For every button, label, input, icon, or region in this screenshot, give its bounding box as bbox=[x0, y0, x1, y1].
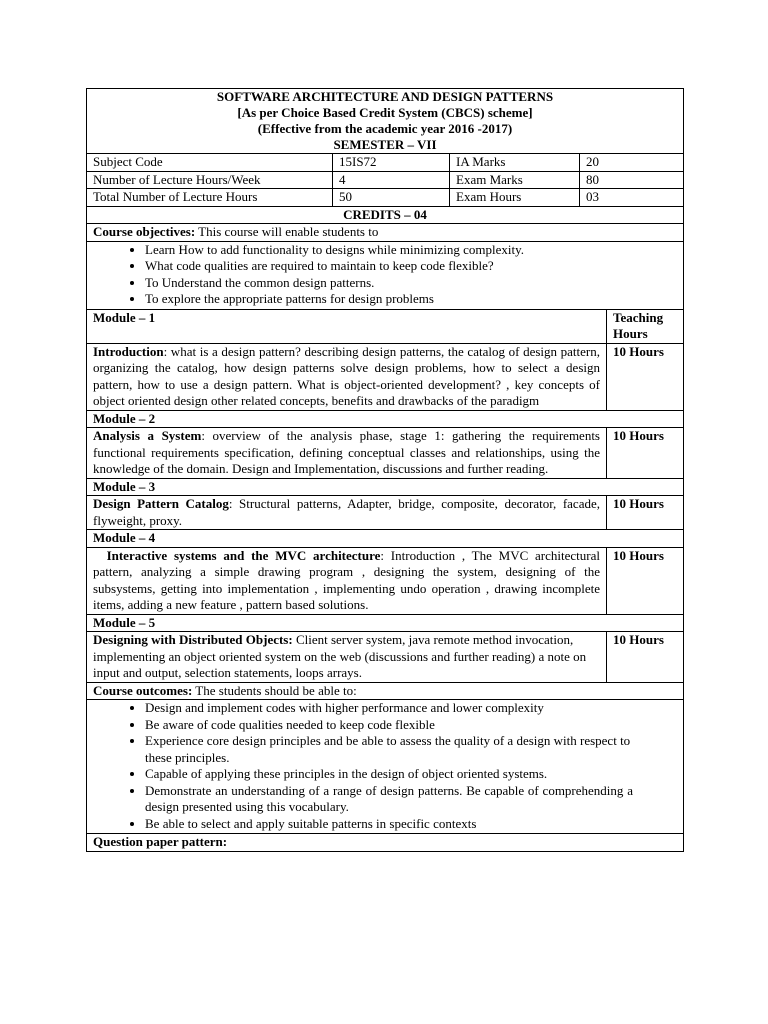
module-4-topic: Interactive systems and the MVC architecture bbox=[106, 547, 381, 563]
subject-code-label: Subject Code bbox=[87, 154, 333, 172]
subject-code-value: 15IS72 bbox=[333, 154, 450, 172]
module-2-content bbox=[87, 428, 607, 479]
info-row-subject-code bbox=[87, 154, 684, 172]
objectives-list-cell bbox=[87, 241, 684, 309]
list-item: • To Understand the common design patterns. bbox=[145, 275, 677, 292]
module-3-text: : Structural patterns, Adapter, bridge, composite, decorator, facade, flyweight, proxy. bbox=[93, 496, 600, 528]
module-3-content bbox=[87, 496, 607, 530]
module-2-title-row bbox=[87, 410, 684, 428]
module-4-hours: 10 Hours bbox=[607, 547, 684, 614]
module-5-topic: Designing with Distributed Objects: bbox=[93, 632, 293, 647]
module-4-title: Module – 4 bbox=[87, 530, 684, 548]
module-5-content bbox=[87, 632, 607, 683]
semester-line: SEMESTER – VII bbox=[333, 137, 437, 152]
module-3-content-row bbox=[87, 496, 684, 530]
module-4-content-row bbox=[87, 547, 684, 614]
module-5-title: Module – 5 bbox=[87, 614, 684, 632]
lecture-hours-week-value: 4 bbox=[333, 171, 450, 189]
syllabus-table bbox=[86, 88, 684, 852]
module-5-hours: 10 Hours bbox=[607, 632, 684, 683]
exam-hours-label: Exam Hours bbox=[450, 189, 580, 207]
module-3-title-row bbox=[87, 478, 684, 496]
header-row bbox=[87, 89, 684, 154]
outcomes-label: Course outcomes: bbox=[93, 682, 193, 698]
module-4-content bbox=[87, 547, 607, 614]
outcomes-label-row bbox=[87, 682, 684, 700]
module-5-content-row bbox=[87, 632, 684, 683]
objectives-intro: This course will enable students to bbox=[195, 224, 379, 239]
outcomes-list-row bbox=[87, 700, 684, 834]
list-item: • Capable of applying these principles in the design of object oriented systems. bbox=[145, 766, 633, 783]
module-1-content bbox=[87, 343, 607, 410]
objectives-label: Course objectives: bbox=[93, 224, 196, 239]
list-item: • Be aware of code qualities needed to keep code flexible bbox=[145, 717, 633, 734]
credits: CREDITS – 04 bbox=[87, 206, 684, 224]
module-3-topic: Design Pattern Catalog bbox=[93, 496, 229, 511]
module-1-content-row bbox=[87, 343, 684, 410]
teaching-hours-label: Teaching Hours bbox=[607, 309, 684, 343]
module-2-text: : overview of the analysis phase, stage 1: gathering the requirements functional requirements specification, defining conceptual classes and relationships, using the knowledge of the domain. Design and Implementation, discussions and further reading. bbox=[93, 428, 600, 476]
objectives-label-row bbox=[87, 224, 684, 242]
module-3-hours: 10 Hours bbox=[607, 496, 684, 530]
list-item: • Design and implement codes with higher performance and lower complexity bbox=[145, 700, 633, 717]
ia-marks-label: IA Marks bbox=[450, 154, 580, 172]
outcomes-intro: The students should be able to: bbox=[192, 682, 357, 698]
objectives-heading bbox=[87, 224, 684, 242]
total-lecture-hours-value: 50 bbox=[333, 189, 450, 207]
module-1-topic: Introduction bbox=[93, 343, 164, 359]
module-1-hours: 10 Hours bbox=[607, 343, 684, 410]
info-row-total-lecture-hours bbox=[87, 189, 684, 207]
list-item: • What code qualities are required to maintain to keep code flexible? bbox=[145, 258, 677, 275]
exam-hours-value: 03 bbox=[580, 189, 684, 207]
module-5-text: Client server system, java remote method invocation, implementing an object oriented system on the web (discussions and further reading) a note on input and output, selection statements, loops arrays. bbox=[93, 632, 587, 680]
module-3-title: Module – 3 bbox=[87, 478, 684, 496]
module-2-topic: Analysis a System bbox=[93, 428, 202, 443]
module-1-text: : what is a design pattern? describing design patterns, the catalog of design pattern, organizing the catalog, how design patterns solve design problems, how to select a design pattern, how to use a design pattern. What is object-oriented development? , key concepts of object oriented design other related concepts, benefits and drawbacks of the paradigm bbox=[93, 343, 600, 408]
exam-marks-label: Exam Marks bbox=[450, 171, 580, 189]
course-title: SOFTWARE ARCHITECTURE AND DESIGN PATTERNS bbox=[216, 89, 554, 104]
total-lecture-hours-label: Total Number of Lecture Hours bbox=[87, 189, 333, 207]
module-4-text: : Introduction , The MVC architectural pattern, analyzing a simple drawing program , designing the system, designing of the subsystems, getting into implementation , implementing undo operation , drawing incomplete items, adding a new feature , pattern based solutions. bbox=[93, 547, 600, 612]
objectives-list-row bbox=[87, 241, 684, 309]
list-item: • Demonstrate an understanding of a range of design patterns. Be capable of comprehending a design presented using this vocabulary. bbox=[145, 783, 633, 816]
info-row-lecture-hours-week bbox=[87, 171, 684, 189]
outcomes-heading bbox=[87, 682, 684, 700]
exam-marks-value: 80 bbox=[580, 171, 684, 189]
module-2-hours: 10 Hours bbox=[607, 428, 684, 479]
ia-marks-value: 20 bbox=[580, 154, 684, 172]
list-item: • Experience core design principles and be able to assess the quality of a design with respect to these principles. bbox=[145, 733, 633, 766]
question-paper-label: Question paper pattern: bbox=[87, 834, 684, 852]
credits-row bbox=[87, 206, 684, 224]
scheme-line: [As per Choice Based Credit System (CBCS) scheme] bbox=[237, 105, 533, 120]
module-2-content-row bbox=[87, 428, 684, 479]
lecture-hours-week-label: Number of Lecture Hours/Week bbox=[87, 171, 333, 189]
list-item: • To explore the appropriate patterns for design problems bbox=[145, 291, 677, 308]
module-4-title-row bbox=[87, 530, 684, 548]
module-1-title: Module – 1 bbox=[87, 309, 607, 343]
module-2-title: Module – 2 bbox=[87, 410, 684, 428]
objectives-list bbox=[93, 242, 677, 308]
module-1-title-row bbox=[87, 309, 684, 343]
header-block bbox=[87, 89, 684, 154]
question-paper-row bbox=[87, 834, 684, 852]
list-item: • Be able to select and apply suitable patterns in specific contexts bbox=[145, 816, 633, 833]
list-item: • Learn How to add functionality to designs while minimizing complexity. bbox=[145, 242, 677, 259]
outcomes-list bbox=[93, 700, 677, 832]
effective-line: (Effective from the academic year 2016 -2017) bbox=[257, 121, 513, 136]
module-5-title-row bbox=[87, 614, 684, 632]
outcomes-list-cell bbox=[87, 700, 684, 834]
